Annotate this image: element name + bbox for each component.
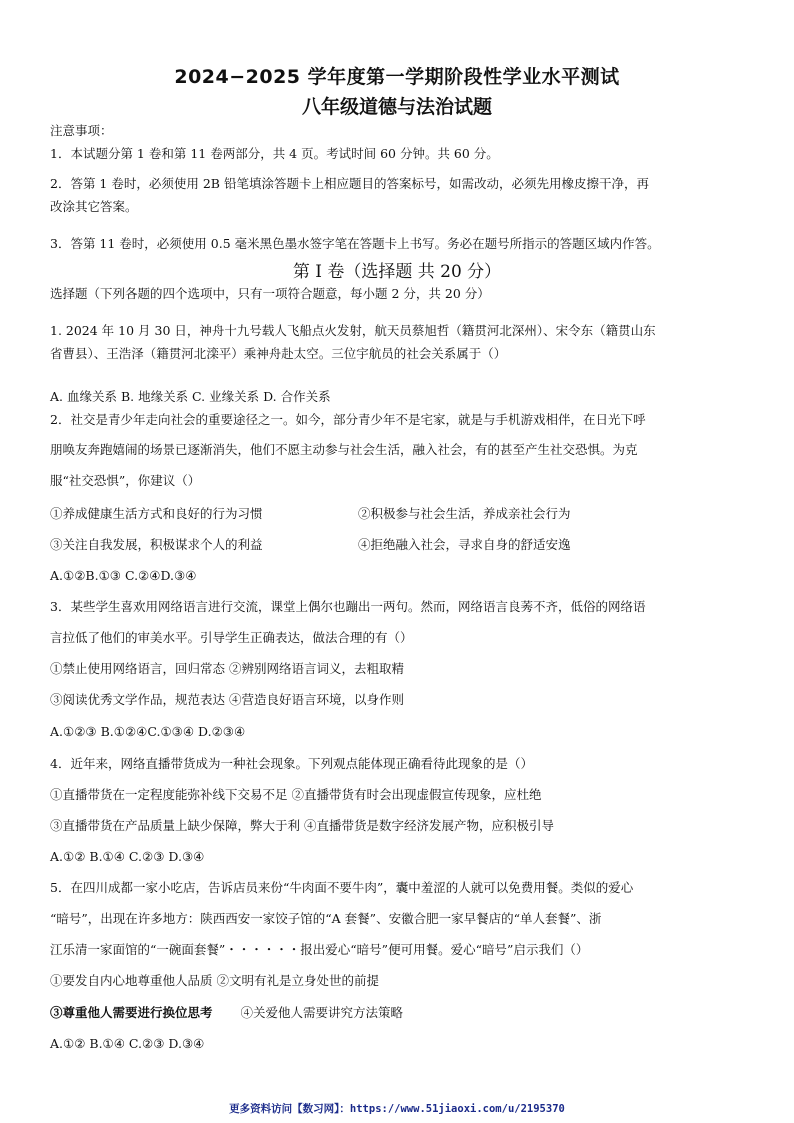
q2-answers: A.①②B.①③ C.②④D.③④ xyxy=(50,568,197,583)
q5-option-3: ③尊重他人需要进行换位思考 xyxy=(50,1005,213,1020)
q1-stem-line2: 省曹县）、王浩泽（籍贯河北滦平）乘神舟赴太空。三位宇航员的社会关系属于（） xyxy=(50,346,507,361)
q4-stem: 4．近年来，网络直播带货成为一种社会现象。下列观点能体现正确看待此现象的是（） xyxy=(50,756,533,771)
q5-stem-line2: “暗号”，出现在许多地方：陕西西安一家饺子馆的“A 套餐”、安徽合肥一家早餐店的“单人套餐”、浙 xyxy=(50,911,602,926)
footer-label: 更多资料访问【数习网】： xyxy=(229,1103,350,1115)
q1-stem-line1: 1. 2024 年 10 月 30 日，神舟十九号载人飞船点火发射，航天员蔡旭哲（籍贯河北深州）、宋令东（籍贯山东 xyxy=(50,323,656,338)
notice-item-3: 3．答第 11 卷时，必须使用 0.5 毫米黑色墨水签字笔在答题卡上书写。务必在题号所指示的答题区域内作答。 xyxy=(50,236,660,251)
q2-stem-line2: 朋唤友奔跑嬉闹的场景已逐渐消失，他们不愿主动参与社会生活，融入社会，有的甚至产生社交恐惧。为克 xyxy=(50,442,638,457)
q4-answers: A.①② B.①④ C.②③ D.③④ xyxy=(50,849,205,864)
q3-stem-line2: 言拉低了他们的审美水平。引导学生正确表达，做法合理的有（） xyxy=(50,630,413,645)
q3-stem-line1: 3．某些学生喜欢用网络语言进行交流，课堂上偶尔也蹦出一两句。然而，网络语言良莠不齐，低俗的网络语 xyxy=(50,599,646,614)
q5-stem-line3: 江乐清一家面馆的“一碗面套餐”・・・・・・报出爱心“暗号”便可用餐。爱心“暗号”启示我们（） xyxy=(50,942,589,957)
section-title: 第 I 卷（选择题 共 20 分） xyxy=(292,262,502,282)
q2-option-2: ②积极参与社会生活，养成亲社会行为 xyxy=(358,506,571,521)
q3-options-1-2: ①禁止使用网络语言，回归常态 ②辨别网络语言词义，去粗取精 xyxy=(50,661,404,676)
q4-options-3-4: ③直播带货在产品质量上缺少保障，弊大于利 ④直播带货是数字经济发展产物，应积极引导 xyxy=(50,818,554,833)
q5-stem-line1: 5．在四川成都一家小吃店，告诉店员来份“牛肉面不要牛肉”，囊中羞涩的人就可以免费用餐。类似的爱心 xyxy=(50,880,634,895)
notice-item-1: 1．本试题分第 1 卷和第 11 卷两部分，共 4 页。考试时间 60 分钟。共 60 分。 xyxy=(50,146,499,161)
q5-options-3-4 xyxy=(50,1005,755,1021)
notice-heading: 注意事项： xyxy=(50,123,113,138)
exam-subtitle: 八年级道德与法治试题 xyxy=(301,96,492,118)
q3-answers: A.①②③ B.①②④C.①③④ D.②③④ xyxy=(50,724,246,739)
section-instruction: 选择题（下列各题的四个选项中，只有一项符合题意，每小题 2 分，共 20 分） xyxy=(50,286,490,301)
q2-option-1: ①养成健康生活方式和良好的行为习惯 xyxy=(50,506,263,521)
q2-stem-line1: 2．社交是青少年走向社会的重要途径之一。如今，部分青少年不是宅家，就是与手机游戏相伴，在日光下呼 xyxy=(50,412,646,427)
footer-link[interactable]: https://www.51jiaoxi.com/u/2195370 xyxy=(349,1103,565,1115)
q2-option-3: ③关注自我发展，积极谋求个人的利益 xyxy=(50,537,263,552)
q4-options-1-2: ①直播带货在一定程度能弥补线下交易不足 ②直播带货有时会出现虚假宣传现象，应杜绝 xyxy=(50,787,542,802)
q2-stem-line3: 服“社交恐惧”，你建议（） xyxy=(50,473,201,488)
q5-option-4: ④关爱他人需要讲究方法策略 xyxy=(240,1005,403,1020)
q5-options-1-2: ①要发自内心地尊重他人品质 ②文明有礼是立身处世的前提 xyxy=(50,973,379,988)
notice-item-2-line2: 改涂其它答案。 xyxy=(50,199,138,214)
footer xyxy=(0,1101,794,1116)
q5-answers: A.①② B.①④ C.②③ D.③④ xyxy=(50,1036,205,1051)
q2-option-4: ④拒绝融入社会，寻求自身的舒适安逸 xyxy=(358,537,571,552)
q1-options: A. 血缘关系 B. 地缘关系 C. 业缘关系 D. 合作关系 xyxy=(50,389,331,404)
exam-title: 2024−2025 学年度第一学期阶段性学业水平测试 xyxy=(174,66,620,88)
q3-options-3-4: ③阅读优秀文学作品，规范表达 ④营造良好语言环境，以身作则 xyxy=(50,692,404,707)
notice-item-2-line1: 2．答第 1 卷时，必须使用 2B 铅笔填涂答题卡上相应题目的答案标号，如需改动，必须先用橡皮擦干净，再 xyxy=(50,176,649,191)
